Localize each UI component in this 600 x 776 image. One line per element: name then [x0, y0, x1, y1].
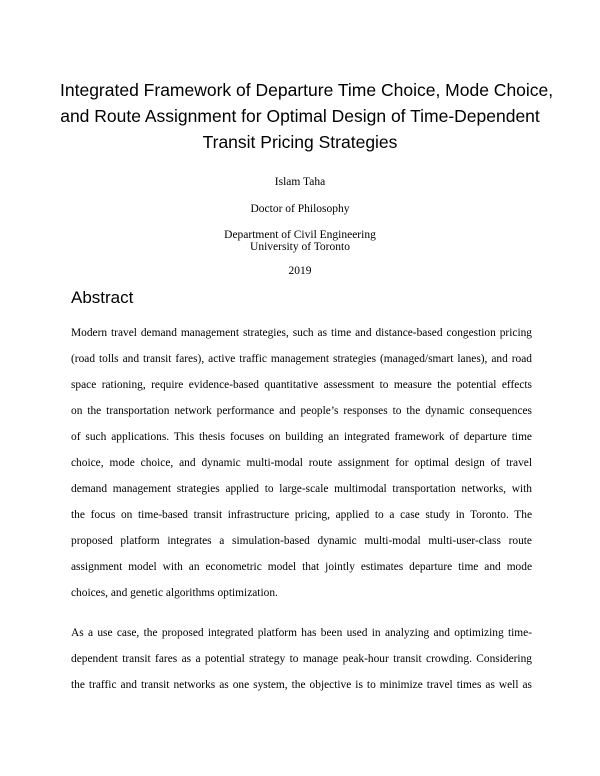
body-line: As a use case, the proposed integrated platform has been used in analyzing and optimizing time- [71, 627, 532, 639]
body-line: of such applications. This thesis focuses on building an integrated framework of departure time [71, 431, 532, 443]
abstract-heading: Abstract [71, 288, 134, 307]
author-name: Islam Taha [274, 176, 326, 188]
title-line: Transit Pricing Strategies [202, 132, 398, 152]
body-line: proposed platform integrates a simulation-based dynamic multi-modal multi-user-class route [71, 535, 532, 547]
title-line: and Route Assignment for Optimal Design of Time-Dependent [60, 106, 540, 126]
body-line: the traffic and transit networks as one system, the objective is to minimize travel times as well as [71, 679, 532, 691]
body-line: on the transportation network performance and people’s responses to the dynamic consequences [71, 405, 532, 417]
title-line: Integrated Framework of Departure Time Choice, Mode Choice, [60, 80, 554, 100]
university: University of Toronto [250, 241, 350, 253]
body-line: choices, and genetic algorithms optimization. [71, 587, 278, 599]
body-line: the focus on time-based transit infrastructure pricing, applied to a case study in Toronto. The [71, 509, 532, 521]
body-line: demand management strategies applied to large-scale multimodal transportation networks, with [71, 483, 532, 495]
degree: Doctor of Philosophy [250, 203, 350, 215]
year: 2019 [288, 265, 312, 277]
thesis-title [60, 77, 554, 155]
body-line: dependent transit fares as a potential strategy to manage peak-hour transit crowding. Considering [71, 653, 532, 665]
body-line: (road tolls and transit fares), active traffic management strategies (managed/smart lanes), and road [71, 353, 532, 365]
body-line: choice, mode choice, and dynamic multi-modal route assignment for optimal design of travel [71, 457, 532, 469]
department: Department of Civil Engineering [224, 229, 376, 241]
body-line: Modern travel demand management strategies, such as time and distance-based congestion pricing [71, 327, 532, 339]
body-line: assignment model with an econometric model that jointly estimates departure time and mode [71, 561, 532, 573]
body-line: space rationing, require evidence-based quantitative assessment to measure the potential effects [71, 379, 532, 391]
